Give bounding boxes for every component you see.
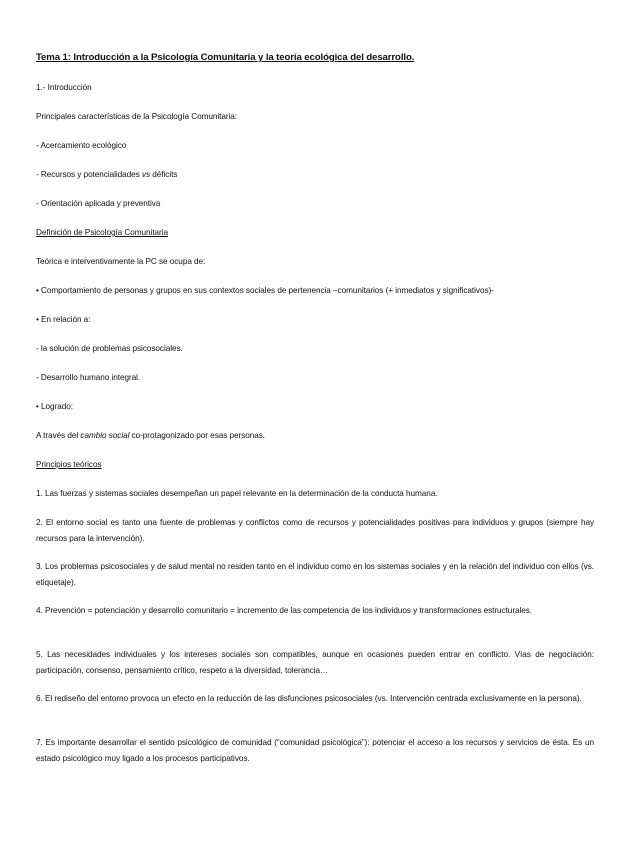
achieved-italic-text: cambio social	[80, 431, 130, 440]
characteristic-text: déficits	[150, 170, 178, 179]
characteristic-item: - Acercamiento ecológico	[36, 141, 127, 150]
section-heading-introduction: 1.- Introducción	[36, 83, 92, 92]
definition-intro: Teórica e interventivamente la PC se ocupa de:	[36, 257, 206, 266]
characteristic-text: - Recursos y potencialidades	[36, 170, 142, 179]
definition-item: - Desarrollo humano integral.	[36, 373, 141, 382]
achieved-paragraph	[36, 430, 594, 442]
principle-paragraph: 4. Prevención = potenciación y desarrollo comunitario = incremento de las competencia de los individuos y transformaciones estructurales.	[36, 606, 533, 615]
principle-paragraph: 3. Los problemas psicosociales y de salud mental no residen tanto en el individuo como en los sistemas sociales y en la relación del individuo con ellos (vs. etiquetaje).	[36, 562, 594, 587]
definition-item: - la solución de problemas psicosociales.	[36, 344, 183, 353]
document-title: Tema 1: Introducción a la Psicología Comunitaria y la teoría ecológica del desarrollo.	[36, 52, 415, 63]
characteristics-heading: Principales características de la Psicología Comunitaria:	[36, 112, 238, 121]
achieved-text: co-protagonizado por esas personas.	[129, 431, 266, 440]
characteristic-item: - Orientación aplicada y preventiva	[36, 199, 161, 208]
principle-paragraph: 1. Las fuerzas y sistemas sociales desempeñan un papel relevante en la determinación de la conducta humana.	[36, 489, 438, 498]
definition-item: • Logrado:	[36, 402, 73, 411]
characteristic-italic-text: vs	[141, 170, 151, 179]
definition-item: • Comportamiento de personas y grupos en sus contextos sociales de pertenencia –comunitarios (+ inmediatos y significativos)-	[36, 286, 494, 295]
principle-paragraph: 2. El entorno social es tanto una fuente de problemas y conflictos como de recursos y potencialidades positivas para individuos y grupos (siempre hay recursos para la intervención).	[36, 518, 594, 543]
principle-paragraph: 6. El rediseño del entorno provoca un efecto en la reducción de las disfunciones psicosociales (vs. Intervención centrada exclusivamente en la persona).	[36, 694, 582, 703]
definition-item: • En relación a:	[36, 315, 91, 324]
principles-heading: Principios teóricos	[36, 460, 102, 469]
definition-heading: Definición de Psicología Comunitaria	[36, 228, 168, 237]
principle-paragraph: 7. Es importante desarrollar el sentido psicológico de comunidad (“comunidad psicológica”): potenciar el acceso a los recursos y servicios de ésta. Es un estado psicológico muy ligado a los procesos participativos.	[36, 738, 594, 763]
characteristic-item	[36, 169, 594, 181]
principle-paragraph: 5. Las necesidades individuales y los intereses sociales son compatibles, aunque en ocasiones pueden entrar en conflicto. Vías de negociación: participación, consenso, pensamiento crítico, respeto a la diversidad, tolerancia…	[36, 650, 594, 675]
achieved-text: A través del	[36, 431, 81, 440]
